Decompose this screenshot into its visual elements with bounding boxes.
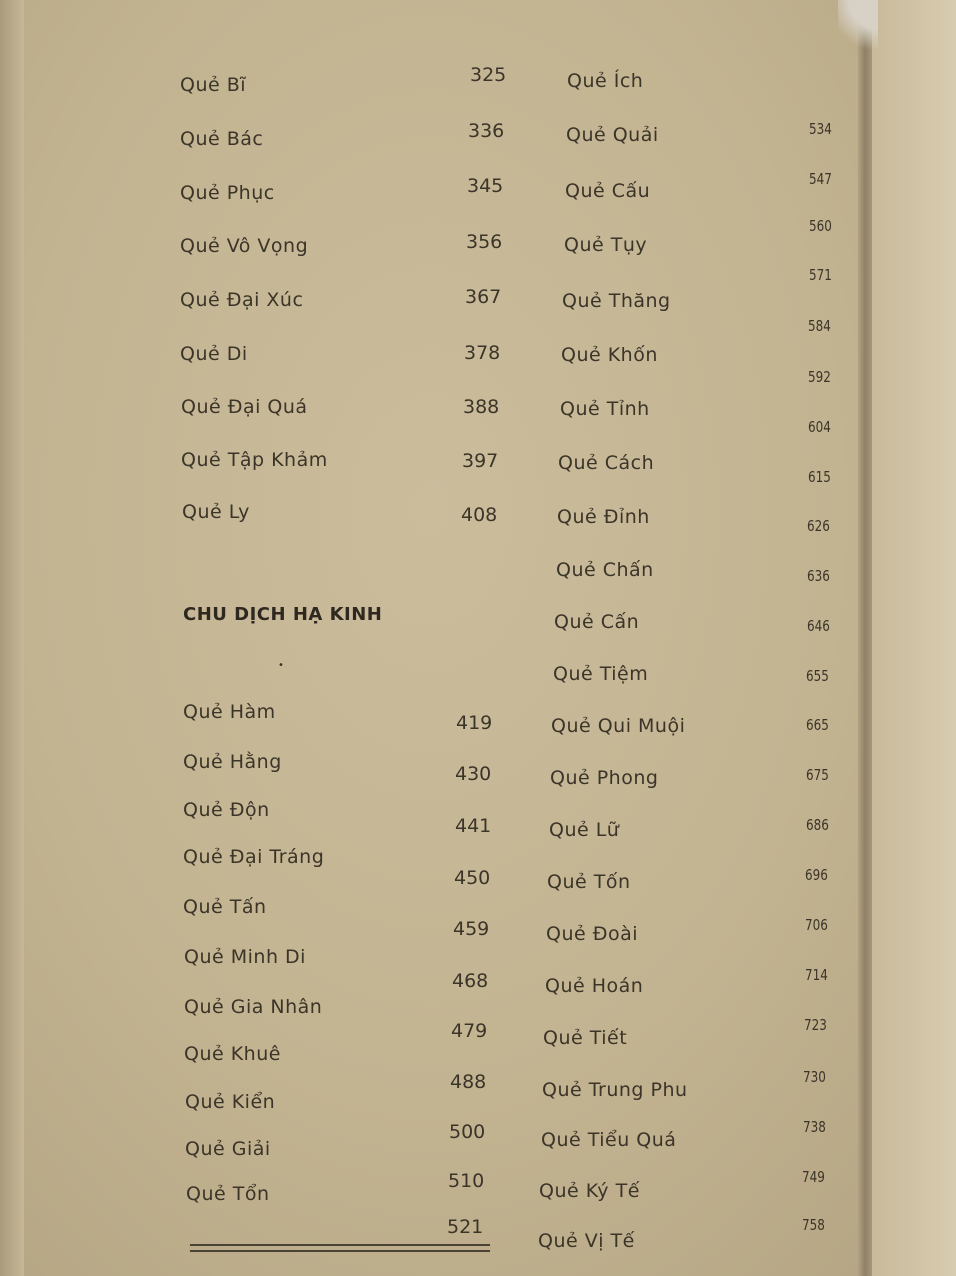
toc-entry-page: 500: [449, 1121, 486, 1143]
toc-entry-page: 336: [468, 120, 505, 142]
toc-entry-name: Quẻ Khuê: [184, 1043, 281, 1065]
toc-entry-page: 521: [447, 1216, 484, 1238]
toc-entry-page: 378: [464, 342, 501, 364]
toc-entry-name: Quẻ Cách: [558, 452, 655, 474]
toc-entry-name: Quẻ Quải: [566, 124, 659, 146]
toc-entry-page: 510: [448, 1170, 485, 1192]
toc-entry-page: 675: [806, 766, 829, 784]
toc-entry-page: 636: [807, 567, 830, 585]
toc-entry-page: 592: [808, 368, 831, 386]
toc-entry-page: 408: [461, 504, 498, 526]
page-corner: [838, 0, 878, 60]
toc-entry-name: Quẻ Hằng: [183, 751, 282, 773]
toc-entry-name: Quẻ Tấn: [183, 896, 267, 918]
toc-entry-page: 615: [808, 468, 831, 486]
toc-entry-name: Quẻ Lữ: [549, 819, 620, 841]
toc-entry-page: 325: [470, 64, 507, 86]
bottom-rule: [190, 1244, 490, 1246]
toc-entry-page: 450: [454, 867, 491, 889]
section-heading: CHU DỊCH HẠ KINH: [183, 604, 383, 625]
toc-entry-name: Quẻ Độn: [183, 799, 270, 821]
toc-entry-name: Quẻ Ký Tế: [539, 1180, 640, 1202]
toc-entry-page: 714: [805, 966, 828, 984]
toc-entry-page: 665: [806, 716, 829, 734]
toc-entry-name: Quẻ Đỉnh: [557, 506, 650, 528]
toc-entry-name: Quẻ Cấu: [565, 180, 651, 202]
toc-entry-name: Quẻ Phong: [550, 767, 659, 789]
toc-entry-page: 604: [808, 418, 831, 436]
toc-entry-name: Quẻ Hàm: [183, 701, 276, 723]
toc-entry-page: 479: [451, 1020, 488, 1042]
left-page-edge: [0, 0, 24, 1276]
toc-entry-name: Quẻ Qui Muội: [551, 715, 686, 737]
toc-entry-page: 626: [807, 517, 830, 535]
next-page-edge: [872, 0, 956, 1276]
toc-entry-name: Quẻ Tiết: [543, 1027, 628, 1049]
toc-entry-name: Quẻ Cấn: [554, 611, 640, 633]
toc-entry-page: 547: [809, 170, 832, 188]
section-marker: •: [278, 660, 284, 671]
toc-entry-page: 345: [467, 175, 504, 197]
toc-entry-name: Quẻ Tập Khảm: [181, 449, 328, 471]
toc-entry-page: 646: [807, 617, 830, 635]
toc-entry-name: Quẻ Phục: [180, 182, 275, 204]
toc-entry-page: 430: [455, 763, 492, 785]
toc-entry-name: Quẻ Tiệm: [553, 663, 649, 685]
toc-entry-page: 571: [809, 266, 832, 284]
toc-entry-page: 584: [808, 317, 831, 335]
toc-entry-page: 441: [455, 815, 492, 837]
toc-entry-name: Quẻ Vị Tế: [538, 1230, 635, 1252]
toc-entry-page: 738: [803, 1118, 826, 1136]
toc-entry-page: 560: [809, 217, 832, 235]
toc-entry-name: Quẻ Thăng: [562, 290, 671, 312]
toc-entry-name: Quẻ Ích: [567, 70, 644, 92]
toc-entry-name: Quẻ Tụy: [564, 234, 648, 256]
toc-entry-name: Quẻ Tốn: [547, 871, 631, 893]
toc-entry-name: Quẻ Đại Xúc: [180, 289, 304, 311]
toc-entry-name: Quẻ Ly: [182, 501, 250, 523]
toc-entry-page: 723: [804, 1016, 827, 1034]
toc-entry-name: Quẻ Bác: [180, 128, 264, 150]
toc-entry-name: Quẻ Gia Nhân: [184, 996, 323, 1018]
toc-entry-page: 367: [465, 286, 502, 308]
toc-entry-name: Quẻ Trung Phu: [542, 1079, 688, 1101]
toc-entry-page: 686: [806, 816, 829, 834]
toc-entry-name: Quẻ Vô Vọng: [180, 235, 309, 257]
toc-entry-page: 388: [463, 396, 500, 418]
toc-entry-name: Quẻ Giải: [185, 1138, 271, 1160]
toc-entry-page: 706: [805, 916, 828, 934]
bottom-rule: [190, 1250, 490, 1252]
toc-entry-name: Quẻ Chấn: [556, 559, 654, 581]
toc-entry-name: Quẻ Minh Di: [184, 946, 306, 968]
toc-entry-page: 534: [809, 120, 832, 138]
toc-entry-name: Quẻ Tổn: [186, 1183, 270, 1205]
toc-entry-page: 696: [805, 866, 828, 884]
toc-entry-name: Quẻ Đoài: [546, 923, 638, 945]
toc-entry-page: 655: [806, 667, 829, 685]
toc-entry-page: 419: [456, 712, 493, 734]
toc-entry-page: 488: [450, 1071, 487, 1093]
toc-entry-page: 468: [452, 970, 489, 992]
toc-entry-name: Quẻ Di: [180, 343, 248, 365]
binding-gutter: [858, 0, 872, 1276]
toc-entry-name: Quẻ Đại Tráng: [183, 846, 325, 868]
toc-entry-name: Quẻ Đại Quá: [181, 396, 308, 418]
toc-entry-name: Quẻ Tiểu Quá: [541, 1129, 677, 1151]
toc-entry-name: Quẻ Tỉnh: [560, 398, 650, 420]
toc-entry-name: Quẻ Kiển: [185, 1091, 276, 1113]
toc-entry-page: 730: [803, 1068, 826, 1086]
toc-entry-name: Quẻ Khốn: [561, 344, 658, 366]
toc-entry-page: 459: [453, 918, 490, 940]
toc-entry-name: Quẻ Bĩ: [180, 74, 247, 96]
toc-entry-page: 397: [462, 450, 499, 472]
toc-entry-page: 356: [466, 231, 503, 253]
toc-entry-name: Quẻ Hoán: [545, 975, 644, 997]
toc-entry-page: 749: [802, 1168, 825, 1186]
toc-entry-page: 758: [802, 1216, 825, 1234]
